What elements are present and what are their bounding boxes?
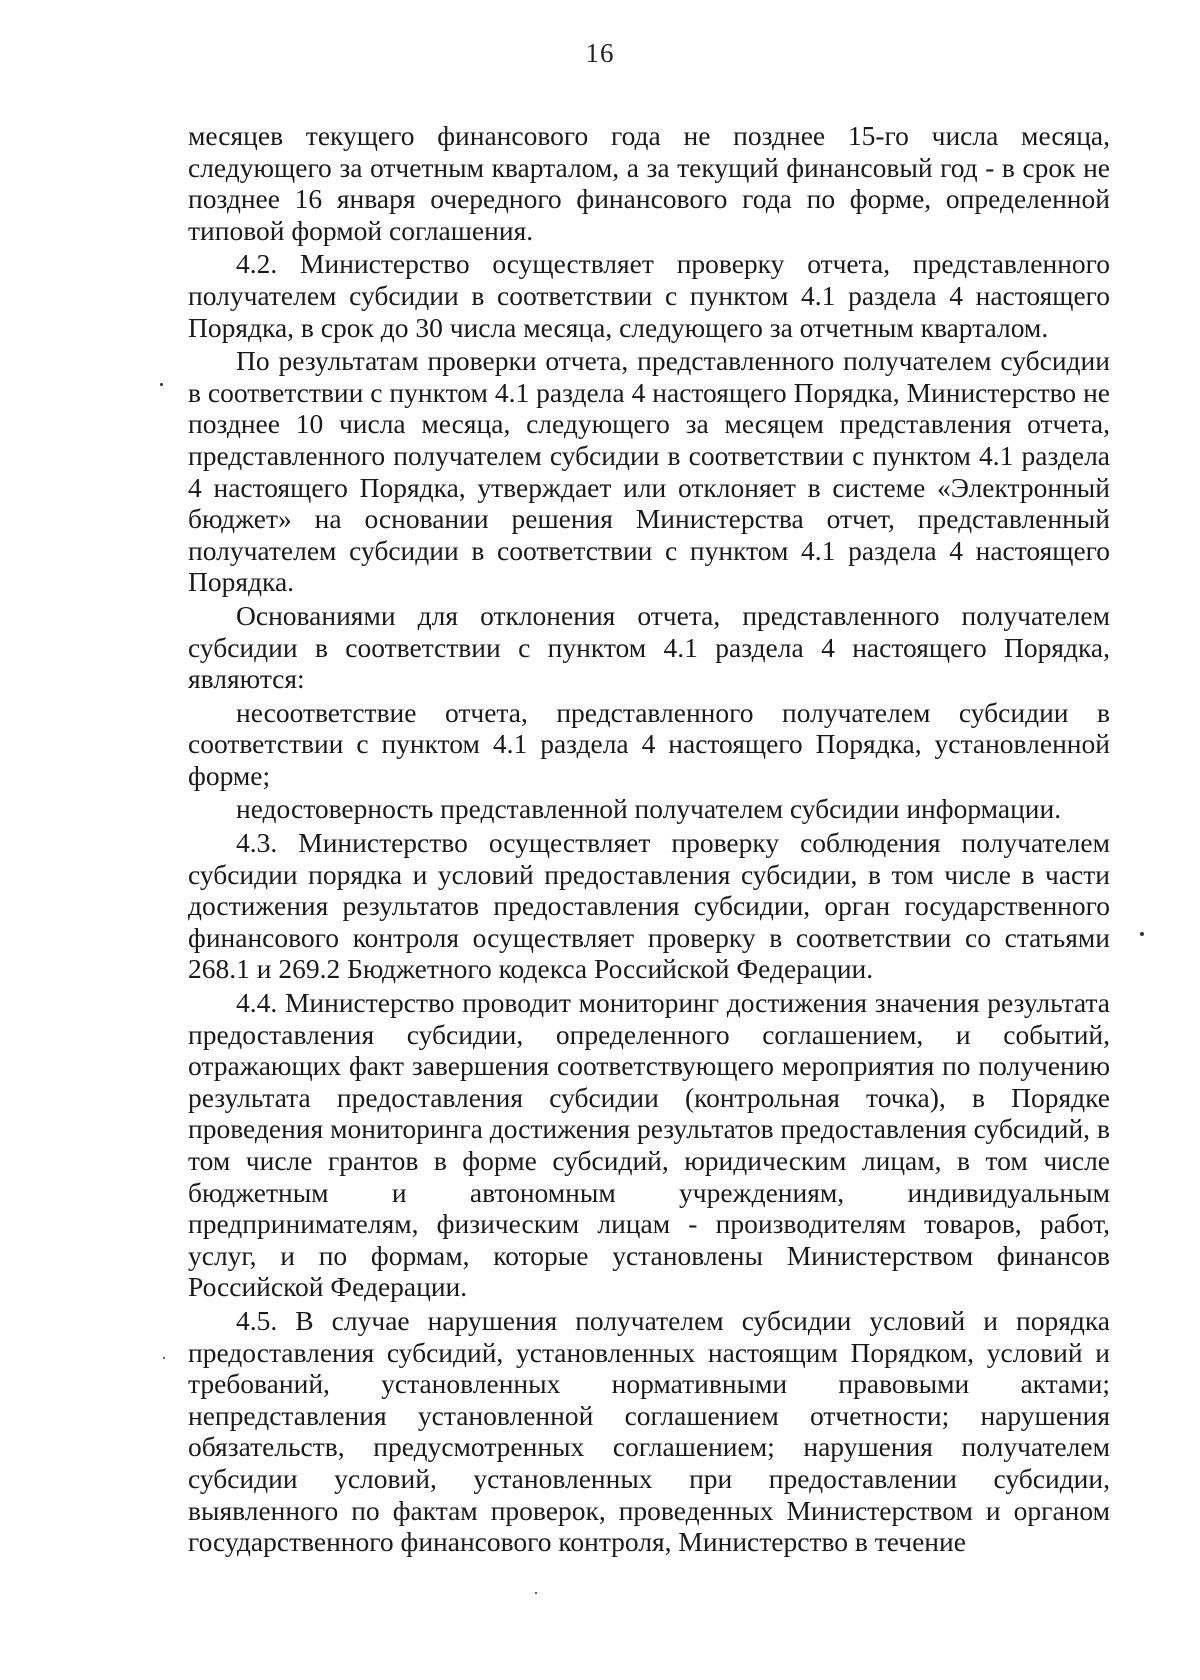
paragraph-4-2: 4.2. Министерство осуществляет проверку отчета, представленного получателем субсидии в соответствии с пунктом 4.1 раздела 4 настоящего Порядка, в срок до 30 числа месяца, следующего за отчетным кварталом. <box>188 248 1110 343</box>
paragraph-review-results: По результатам проверки отчета, представленного получателем субсидии в соответствии с пунктом 4.1 раздела 4 настоящего Порядка, Министерство не позднее 10 числа месяца, следующего за месяцем представления отчета, представленного получателем субсидии в соответствии с пунктом 4.1 раздела 4 настоящего Порядка, утверждает или отклоняет в системе «Электронный бюджет» на основании решения Министерства отчет, представленный получателем субсидии в соответствии с пунктом 4.1 раздела 4 настоящего Порядка. <box>188 345 1110 598</box>
paragraph-continuation: месяцев текущего финансового года не позднее 15-го числа месяца, следующего за отчетным кварталом, а за текущий финансовый год - в срок не позднее 16 января очередного финансового года по форме, определенной типовой формой соглашения. <box>188 120 1110 246</box>
paragraph-4-3: 4.3. Министерство осуществляет проверку соблюдения получателем субсидии порядка и условий предоставления субсидии, в том числе в части достижения результатов предоставления субсидии, орган государственного финансового контроля осуществляет проверку в соответствии со статьями 268.1 и 269.2 Бюджетного кодекса Российской Федерации. <box>188 827 1110 985</box>
scan-speck <box>163 1357 165 1359</box>
paragraph-rejection-grounds: Основаниями для отклонения отчета, представленного получателем субсидии в соответствии с пунктом 4.1 раздела 4 настоящего Порядка, являются: <box>188 599 1110 695</box>
paragraph-4-4: 4.4. Министерство проводит мониторинг достижения значения результата предоставления субсидии, определенного соглашением, и событий, отражающих факт завершения соответствующего мероприятия по получению результата предоставления субсидии (контрольная точка), в Порядке проведения мониторинга достижения результатов предоставления субсидий, в том числе грантов в форме субсидий, юридическим лицам, в том числе бюджетным и автономным учреждениям, индивидуальным предпринимателям, физическим лицам - производителям товаров, работ, услуг, и по формам, которые установлены Министерством финансов Российской Федерации. <box>188 987 1110 1303</box>
paragraph-4-5: 4.5. В случае нарушения получателем субсидии условий и порядка предоставления субсидий, установленных настоящим Порядком, условий и требований, установленных нормативными правовыми актами; непредставления установленной соглашением отчетности; нарушения обязательств, предусмотренных соглашением; нарушения получателем субсидии условий, установленных при предоставлении субсидии, выявленного по фактам проверок, проведенных Министерством и органом государственного финансового контроля, Министерство в течение <box>188 1304 1110 1558</box>
paragraph-ground-nonconformity: несоответствие отчета, представленного получателем субсидии в соответствии с пунктом 4.1 раздела 4 настоящего Порядка, установленной форме; <box>188 696 1110 791</box>
page-number: 16 <box>585 38 615 68</box>
paragraph-ground-unreliability: недостоверность представленной получателем субсидии информации. <box>236 793 1062 825</box>
scan-speck <box>160 383 163 386</box>
document-body <box>188 120 1110 1560</box>
scan-speck <box>1140 932 1144 936</box>
scan-speck <box>535 1592 537 1594</box>
